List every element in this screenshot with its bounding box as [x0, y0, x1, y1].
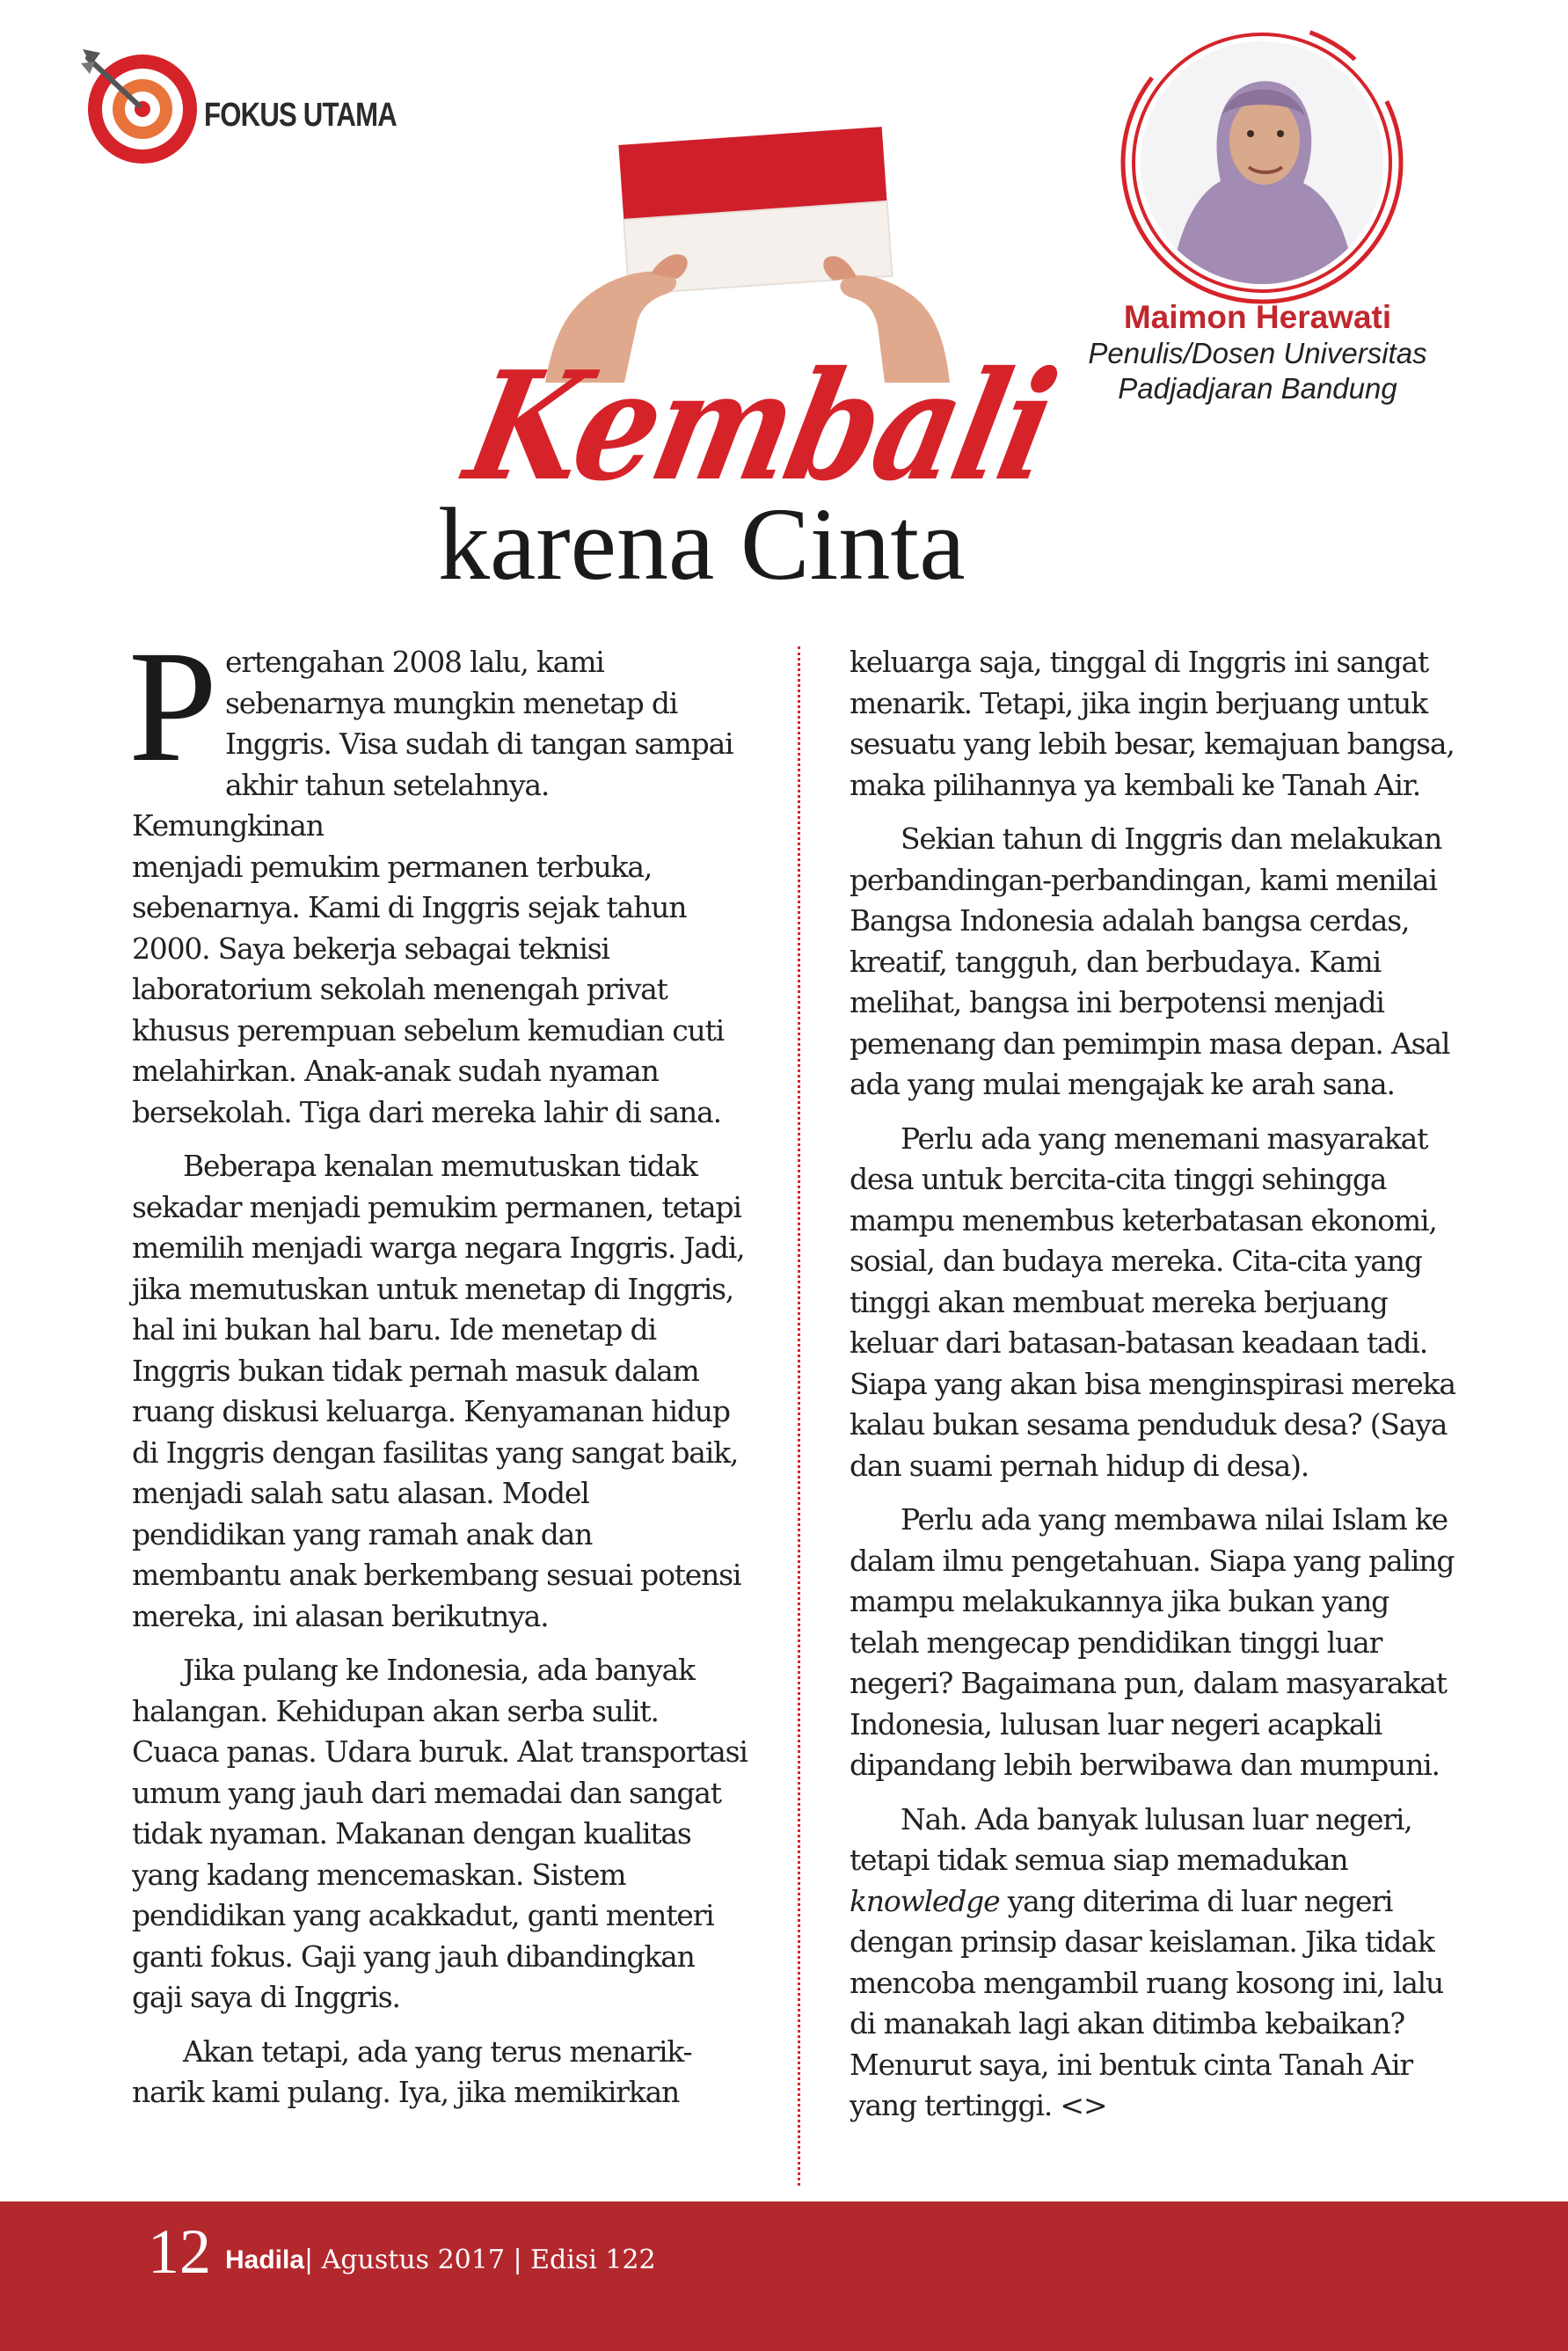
paragraph-line: sebenarnya. Kami di Inggris sejak tahun: [132, 890, 687, 924]
author-name: Maimon Herawati: [1123, 299, 1392, 335]
paragraph: Beberapa kenalan memutuskan tidak sekadar menjadi pemukim permanen, tetapi memilih menjadi warga negara Inggris. Jadi, jika memutuskan untuk menetap di Inggris, hal ini bukan hal baru. Ide menetap di Inggris bukan tidak pernah masuk dalam ruang diskusi keluarga. Kenyamanan hidup di Inggris dengan fasilitas yang sangat baik, menjadi salah satu alasan. Model pendidikan yang ramah anak dan membantu anak berkembang sesuai potensi mereka, ini alasan berikutnya.: [132, 1149, 745, 1633]
paragraph-text: Nah. Ada banyak lulusan luar negeri, tetapi tidak semua siap memadukan: [850, 1801, 1412, 1877]
paragraph-line: khusus perempuan sebelum kemudian cuti: [132, 1012, 724, 1048]
title-script: Kembali: [453, 339, 1068, 515]
magazine-name: Hadila: [225, 2245, 305, 2274]
footer-publication: [225, 2245, 656, 2276]
drop-cap: P: [128, 618, 217, 795]
paragraph: Akan tetapi, ada yang terus menarik-narik kami pulang. Iya, jika memikirkan: [132, 2033, 692, 2109]
issue-info: | Agustus 2017 | Edisi 122: [304, 2245, 656, 2275]
section-label: FOKUS UTAMA: [204, 97, 397, 134]
column-divider: [798, 646, 800, 2186]
article-left-column: [128, 618, 748, 2127]
emphasis-text: knowledge: [850, 1883, 1000, 1918]
article-right-column: [850, 642, 1465, 2140]
paragraph: keluarga saja, tinggal di Inggris ini sangat menarik. Tetapi, jika ingin berjuang untuk sesuatu yang lebih besar, kemajuan bangsa, maka pilihannya ya kembali ke Tanah Air.: [850, 645, 1455, 802]
paragraph-line: ertengahan 2008 lalu, kami: [225, 645, 604, 679]
author-role-line1: Penulis/Dosen Universitas: [1088, 337, 1427, 369]
paragraph-line: 2000. Saya bekerja sebagai teknisi: [132, 931, 609, 966]
paragraph-text: yang diterima di luar negeri dengan prinsip dasar keislaman. Jika tidak mencoba mengambil ruang kosong ini, lalu di manakah lagi akan ditimba kebaikan? Menurut saya, ini bentuk cinta Tanah Air yang tertinggi. <>: [850, 1883, 1444, 2122]
paragraph: [850, 1800, 1465, 2127]
page-number: 12: [148, 2216, 211, 2287]
title-main: karena Cinta: [438, 486, 966, 602]
author-role-line2: Padjadjaran Bandung: [1118, 372, 1397, 405]
page-footer: [0, 2201, 1568, 2351]
paragraph: Perlu ada yang menemani masyarakat desa untuk bercita-cita tinggi sehingga mampu menembus keterbatasan ekonomi, sosial, dan budaya mereka. Cita-cita yang tinggi akan membuat mereka berjuang keluar dari batasan-batasan keadaan tadi. Siapa yang akan bisa menginspirasi mereka kalau bukan sesama penduduk desa? (Saya dan suami pernah hidup di desa).: [850, 1121, 1455, 1483]
paragraph-line: bersekolah. Tiga dari mereka lahir di sana.: [132, 1094, 721, 1129]
target-dart-icon: [81, 46, 204, 169]
paragraph: Sekian tahun di Inggris dan melakukan perbandingan-perbandingan, kami menilai Bangsa Indonesia adalah bangsa cerdas, kreatif, tangguh, dan berbudaya. Kami melihat, bangsa ini berpotensi menjadi pemenang dan pemimpin masa depan. Asal ada yang mulai mengajak ke arah sana.: [850, 821, 1450, 1101]
paragraph-line: menjadi pemukim permanen terbuka,: [132, 849, 653, 884]
paragraph-line: akhir tahun setelahnya. Kemungkinan: [132, 767, 550, 843]
author-photo: [1117, 18, 1407, 308]
paragraph-line: laboratorium sekolah menengah privat: [132, 972, 667, 1006]
paragraph: Jika pulang ke Indonesia, ada banyak halangan. Kehidupan akan serba sulit. Cuaca panas. Udara buruk. Alat transportasi umum yang jauh dari memadai dan sangat tidak nyaman. Makanan dengan kualitas yang kadang mencemaskan. Sistem pendidikan yang acakkadut, ganti menteri ganti fokus. Gaji yang jauh dibandingkan gaji saya di Inggris.: [132, 1653, 748, 2014]
paragraph-line: sebenarnya mungkin menetap di: [225, 685, 678, 720]
paragraph: [128, 618, 748, 1133]
paragraph: Perlu ada yang membawa nilai Islam ke dalam ilmu pengetahuan. Siapa yang paling mampu melakukannya jika bukan yang telah mengecap pendidikan tinggi luar negeri? Bagaimana pun, dalam masyarakat Indonesia, lulusan luar negeri acapkali dipandang lebih berwibawa dan mumpuni.: [850, 1502, 1455, 1782]
paragraph-line: melahirkan. Anak-anak sudah nyaman: [132, 1054, 659, 1088]
paragraph-line: Inggris. Visa sudah di tangan sampai: [225, 726, 733, 761]
